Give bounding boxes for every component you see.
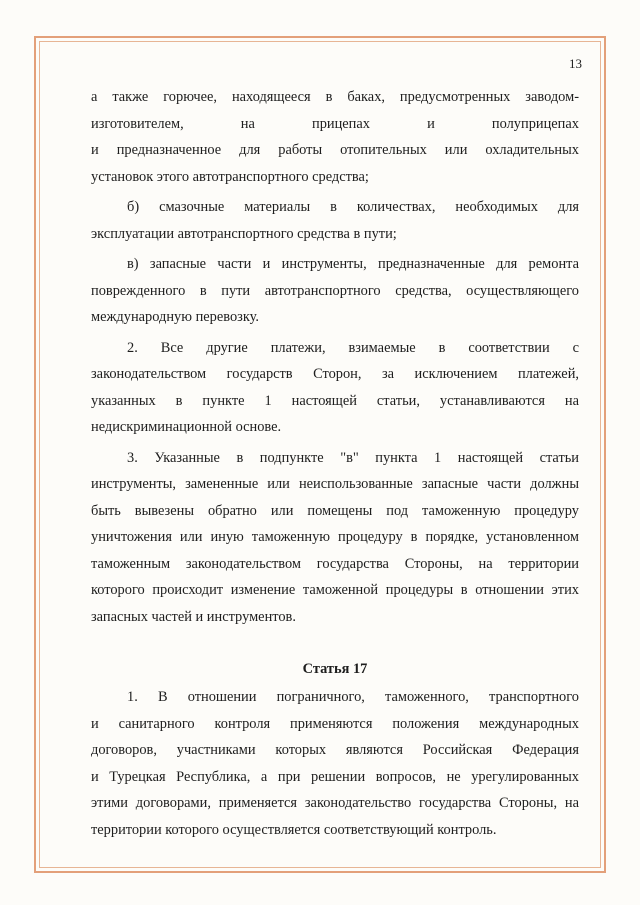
text-line: 1. В отношении пограничного, таможенного, транспортного	[127, 689, 579, 705]
paragraph-fuel	[91, 84, 579, 190]
paragraph-spare-parts	[91, 251, 579, 331]
text-line: быть вывезены обратно или помещены под таможенную процедуру	[91, 502, 579, 519]
text-line: 2. Все другие платежи, взимаемые в соответствии с	[127, 339, 579, 356]
text-line: в) запасные части и инструменты, предназначенные для ремонта	[127, 256, 579, 272]
paragraph-item-2	[91, 335, 579, 441]
text-line: таможенным законодательством государства Стороны, на территории	[91, 555, 579, 572]
text-line: б) смазочные материалы в количествах, необходимых для	[127, 199, 579, 215]
text-line: запасных частей и инструментов.	[91, 608, 296, 625]
text-line: которого происходит изменение таможенной процедуры в отношении этих	[91, 582, 579, 598]
document-body	[91, 84, 579, 843]
text-line: эксплуатации автотранспортного средства в пути;	[91, 225, 397, 242]
text-line: и Турецкая Республика, а при решении вопросов, не урегулированных	[91, 768, 579, 785]
text-line: договоров, участниками которых являются Российская Федерация	[91, 742, 579, 758]
word: изготовителем,	[91, 115, 184, 132]
text-line-spread	[91, 111, 579, 138]
text-line: уничтожения или иную таможенную процедуру в порядке, установленном	[91, 529, 579, 545]
paragraph-item-3	[91, 445, 579, 631]
text-line: 3. Указанные в подпункте "в" пункта 1 настоящей статьи	[127, 449, 579, 466]
text-line: этими договорами, применяется законодательство государства Стороны, на	[91, 795, 579, 811]
article-heading: Статья 17	[302, 661, 368, 677]
text-line: указанных в пункте 1 настоящей статьи, устанавливаются на	[91, 392, 579, 409]
text-line: установок этого автотранспортного средства;	[91, 168, 369, 185]
word: на	[240, 115, 255, 132]
text-line: и санитарного контроля применяются положения международных	[91, 715, 579, 732]
text-line: поврежденного в пути автотранспортного средства, осуществляющего	[91, 282, 579, 299]
text-line: а также горючее, находящееся в баках, предусмотренных заводом-	[91, 89, 579, 105]
paragraph-article-17-item-1	[91, 684, 579, 843]
word: прицепах	[312, 115, 370, 132]
word: полуприцепах	[491, 115, 579, 132]
text-line: инструменты, замененные или неиспользованные запасные части должны	[91, 476, 579, 492]
text-line: законодательством государств Сторон, за исключением платежей,	[91, 366, 579, 382]
page-number: 13	[569, 56, 582, 71]
paragraph-lubricants	[91, 194, 579, 247]
text-line: территории которого осуществляется соответствующий контроль.	[91, 821, 497, 838]
text-line: и предназначенное для работы отопительных или охладительных	[91, 142, 579, 158]
text-line: международную перевозку.	[91, 309, 259, 325]
text-line: недискриминационной основе.	[91, 419, 282, 435]
word: и	[427, 115, 435, 132]
